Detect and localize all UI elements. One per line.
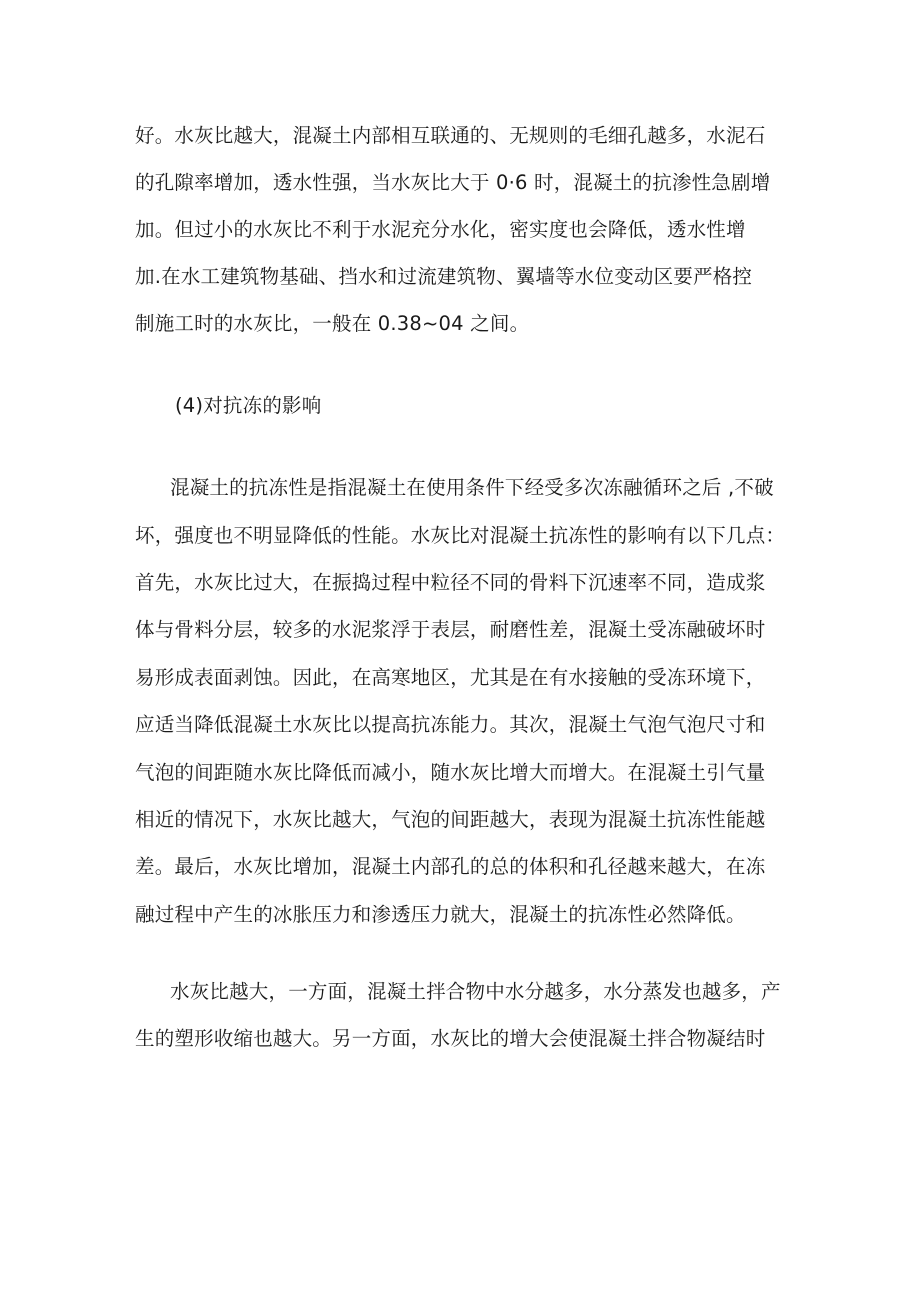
paragraph-2-line-10: 融过程中产生的冰胀压力和渗透压力就大，混凝土的抗冻性必然降低。 <box>135 903 746 926</box>
paragraph-3-line-1: 水灰比越大，一方面，混凝土拌合物中水分越多，水分蒸发也越多，产 <box>170 980 781 1003</box>
paragraph-3-line-2: 生的塑形收缩也越大。另一方面，水灰比的增大会使混凝土拌合物凝结时 <box>135 1027 766 1050</box>
paragraph-1-line-3: 加。但过小的水灰比不利于水泥充分水化，密实度也会降低，透水性增 <box>135 218 746 241</box>
paragraph-2-line-5: 易形成表面剥蚀。因此，在高寒地区，尤其是在有水接触的受冻环境下， <box>135 666 766 689</box>
paragraph-1-line-5: 制施工时的水灰比，一般在 0.38~04 之间。 <box>135 312 530 335</box>
paragraph-2-line-2: 坏，强度也不明显降低的性能。水灰比对混凝土抗冻性的影响有以下几点： <box>135 524 786 547</box>
section-heading: (4)对抗冻的影响 <box>175 394 322 417</box>
paragraph-2-line-3: 首先，水灰比过大，在振捣过程中粒径不同的骨料下沉速率不同，造成浆 <box>135 571 766 594</box>
paragraph-1-line-4: 加.在水工建筑物基础、挡水和过流建筑物、翼墙等水位变动区要严格控 <box>135 265 753 288</box>
paragraph-2-line-1: 混凝土的抗冻性是指混凝土在使用条件下经受多次冻融循环之后 ,不破 <box>170 476 774 499</box>
paragraph-1-line-1: 好。水灰比越大，混凝土内部相互联通的、无规则的毛细孔越多，水泥石 <box>135 124 766 147</box>
paragraph-2-line-9: 差。最后，水灰比增加，混凝土内部孔的总的体积和孔径越来越大，在冻 <box>135 855 766 878</box>
paragraph-2-line-4: 体与骨料分层，较多的水泥浆浮于表层，耐磨性差，混凝土受冻融破坏时 <box>135 618 766 641</box>
paragraph-2-line-6: 应适当降低混凝土水灰比以提高抗冻能力。其次，混凝土气泡气泡尺寸和 <box>135 713 766 736</box>
paragraph-1-line-2: 的孔隙率增加，透水性强，当水灰比大于 0·6 时，混凝土的抗渗性急剧增 <box>135 171 771 194</box>
paragraph-2-line-7: 气泡的间距随水灰比降低而减小，随水灰比增大而增大。在混凝土引气量 <box>135 761 766 784</box>
paragraph-2-line-8: 相近的情况下，水灰比越大，气泡的间距越大，表现为混凝土抗冻性能越 <box>135 808 766 831</box>
